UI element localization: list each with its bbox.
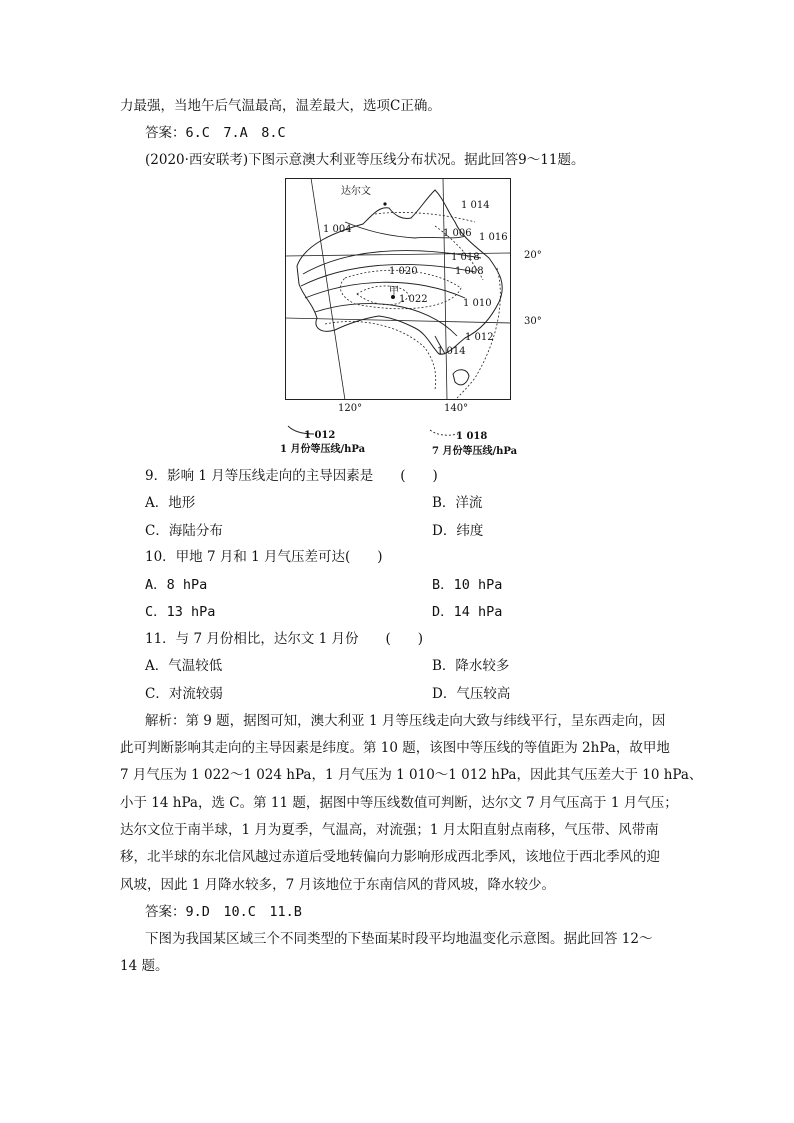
continuation-text: 力最强，当地午后气温最高，温差最大，选项C正确。 (120, 98, 441, 114)
latitude-label-30: 30° (524, 316, 542, 327)
isobar-label: 1 020 (389, 266, 418, 277)
isobar-label: 1 010 (463, 298, 492, 309)
legend-jul-value: 1 018 (456, 431, 488, 442)
tasmania-outline (453, 370, 469, 385)
answer-line-6-8: 答案：6.C 7.A 8.C (145, 125, 286, 141)
analysis-line: 解析：第 9 题，据图可知，澳大利亚 1 月等压线走向大致与纬线平行，呈东西走向，因 (145, 713, 666, 729)
question-10-option-c: C．13 hPa (145, 604, 216, 620)
longitude-label-140: 140° (444, 403, 469, 414)
question-11-option-a: A．气温较低 (145, 658, 223, 674)
point-label-jia: 甲 (389, 286, 399, 297)
isobar-label: 1 014 (461, 200, 490, 211)
question-10-option-b: B．10 hPa (432, 577, 503, 593)
analysis-line: 此可判断影响其走向的主导因素是纬度。第 10 题，该图中等压线的等值距为 2hPa，故甲地 (120, 740, 670, 756)
question-11-option-c: C．对流较弱 (145, 686, 223, 702)
question-9-stem: 9．影响 1 月等压线走向的主导因素是 ( ) (145, 468, 438, 484)
answer-line-9-11: 答案：9.D 10.C 11.B (145, 904, 302, 920)
analysis-line: 风坡，因此 1 月降水较多，7 月该地位于东南信风的背风坡，降水较少。 (120, 877, 556, 893)
isobar-label: 1 004 (323, 224, 352, 235)
isobar-label: 1 006 (443, 228, 472, 239)
question-9-option-b: B．洋流 (432, 495, 483, 511)
isobar-label: 1 012 (465, 332, 494, 343)
longitude-label-120: 120° (338, 403, 363, 414)
isobar-label: 1 018 (451, 252, 480, 263)
next-question-intro-cont: 14 题。 (120, 958, 169, 974)
question-11-stem: 11．与 7 月份相比，达尔文 1 月份 ( ) (145, 631, 424, 647)
analysis-line: 达尔文位于南半球，1 月为夏季，气温高，对流强；1 月太阳直射点南移，气压带、风带南 (120, 822, 659, 838)
legend-jul-label: 7 月份等压线/hPa (432, 446, 518, 457)
legend-jan-value: 1 012 (304, 430, 336, 441)
analysis-line: 小于 14 hPa，选 C。第 11 题，据图中等压线数值可判断，达尔文 7 月气压高于 1 月气压； (120, 795, 678, 811)
isobar-jul-1014 (375, 212, 475, 222)
darwin-marker (383, 202, 386, 205)
question-11-option-d: D．气压较高 (432, 686, 511, 702)
isobar-label: 1 016 (479, 232, 508, 243)
isobar-label: 1 022 (399, 294, 428, 305)
question-9-option-d: D．纬度 (432, 523, 484, 539)
city-label-darwin: 达尔文 (341, 186, 371, 197)
isobar-label: 1 008 (455, 266, 484, 277)
question-9-option-c: C．海陆分布 (145, 523, 223, 539)
analysis-line: 移，北半球的东北信风越过赤道后受地转偏向力影响形成西北季风，该地位于西北季风的迎 (120, 849, 660, 865)
question-11-option-b: B．降水较多 (432, 658, 510, 674)
latitude-label-20: 20° (524, 250, 542, 261)
next-question-intro: 下图为我国某区域三个不同类型的下垫面某时段平均地温变化示意图。据此回答 12～ (145, 931, 653, 947)
analysis-line: 7 月气压为 1 022～1 024 hPa，1 月气压为 1 010～1 012 hPa，因此其气压差大于 10 hPa、 (120, 767, 703, 783)
question-10-option-d: D．14 hPa (432, 604, 503, 620)
question-9-option-a: A．地形 (145, 495, 196, 511)
legend-jan-label: 1 月份等压线/hPa (280, 444, 366, 455)
question-10-stem: 10．甲地 7 月和 1 月气压差可达( ) (145, 549, 383, 565)
isobar-label: 1 014 (437, 346, 466, 357)
question-intro: (2020·西安联考)下图示意澳大利亚等压线分布状况。据此回答9～11题。 (145, 152, 585, 168)
isobar-map-figure (285, 178, 511, 400)
meridian-140 (443, 178, 447, 400)
question-10-option-a: A．8 hPa (145, 577, 208, 593)
meridian-120 (311, 178, 345, 400)
